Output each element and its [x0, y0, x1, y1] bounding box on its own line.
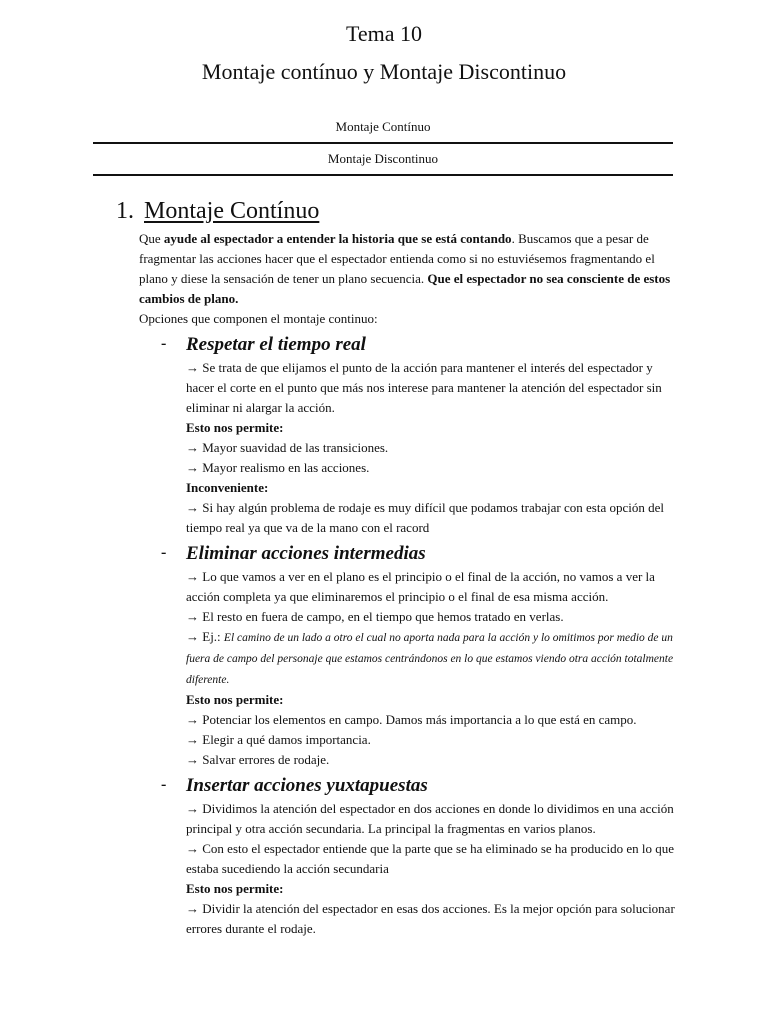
- paragraph: → Potenciar los elementos en campo. Damos más importancia a lo que está en campo.: [186, 712, 637, 727]
- paragraph: → Mayor realismo en las acciones.: [186, 460, 370, 475]
- paragraph: → Elegir a qué damos importancia.: [186, 732, 371, 747]
- subsection-content: [186, 567, 679, 770]
- paragraph: → Si hay algún problema de rodaje es muy difícil que podamos trabajar con esta opción del tiempo real ya que va de la mano con el racord: [186, 500, 664, 535]
- label: Esto nos permite:: [186, 420, 284, 435]
- section-number: 1.: [116, 198, 134, 224]
- toc-divider: [93, 174, 673, 176]
- paragraph: → Con esto el espectador entiende que la parte que se ha eliminado se ha producido en lo que estaba sucediendo la acción secundaria: [186, 841, 675, 876]
- paragraph: → Se trata de que elijamos el punto de la acción para mantener el interés del espectador y hacer el corte en el punto que más nos interese para mantener la atención del espectador sin eliminar ni alargar la acción.: [186, 360, 662, 415]
- section-title: Montaje Contínuo: [144, 198, 320, 224]
- list-dash: -: [161, 544, 167, 561]
- label: Esto nos permite:: [186, 692, 284, 707]
- paragraph: → Salvar errores de rodaje.: [186, 752, 330, 767]
- label: Esto nos permite:: [186, 881, 284, 896]
- example-text: El camino de un lado a otro el cual no aporta nada para la acción y lo omitimos por medio de un fuera de campo del personaje que estamos centrándonos en lo que estamos viendo otra acción totalmente diferente.: [186, 632, 674, 686]
- table-of-contents: [93, 112, 673, 176]
- list-dash: -: [161, 335, 167, 352]
- paragraph: → Lo que vamos a ver en el plano es el principio o el final de la acción, no vamos a ver la acción completa ya que eliminaremos el principio o el final de esa misma acción.: [186, 569, 655, 604]
- intro-bold-text: ayude al espectador a entender la historia que se está contando: [163, 231, 512, 246]
- paragraph: → Mayor suavidad de las transiciones.: [186, 440, 389, 455]
- subsection-content: [186, 358, 679, 538]
- toc-item-montaje-discontinuo[interactable]: Montaje Discontinuo: [327, 151, 439, 166]
- subsection-title: Insertar acciones yuxtapuestas: [186, 775, 428, 796]
- document-title-line1: Tema 10: [345, 21, 423, 46]
- section-body: [139, 229, 679, 939]
- example-label: → Ej.:: [186, 629, 224, 644]
- paragraph: → Dividimos la atención del espectador en dos acciones en donde lo dividimos en una acción principal y otra acción secundaria. La principal la fragmentas en varios planos.: [186, 801, 674, 836]
- subsection-title: Eliminar acciones intermedias: [186, 543, 426, 564]
- intro-text: Que: [139, 231, 164, 246]
- subsection-eliminar-acciones: [139, 541, 679, 770]
- intro-bold-text: Que el espectador no sea consciente de estos cambios de plano.: [139, 271, 671, 306]
- paragraph: → El resto en fuera de campo, en el tiempo que hemos tratado en verlas.: [186, 609, 564, 624]
- list-dash: -: [161, 776, 167, 793]
- label: Inconveniente:: [186, 480, 269, 495]
- subsection-title: Respetar el tiempo real: [186, 334, 366, 355]
- paragraph: → Dividir la atención del espectador en esas dos acciones. Es la mejor opción para solucionar errores durante el rodaje.: [186, 901, 675, 936]
- section-heading: [116, 197, 319, 225]
- options-intro: Opciones que componen el montaje continuo:: [139, 311, 378, 326]
- example-paragraph: [186, 627, 679, 690]
- toc-item-montaje-continuo[interactable]: Montaje Contínuo: [335, 119, 431, 134]
- intro-text: . Buscamos que a pesar de fragmentar las acciones hacer que el espectador entienda como si no estuviésemos fragmentando el plano y diese la sensación de tener un plano secuencia.: [139, 231, 655, 286]
- document-title-line2: Montaje contínuo y Montaje Discontinuo: [201, 59, 567, 84]
- subsection-respetar-tiempo-real: [139, 332, 679, 538]
- intro-paragraph: [139, 229, 679, 309]
- subsection-content: [186, 799, 679, 939]
- subsection-insertar-acciones: [139, 773, 679, 939]
